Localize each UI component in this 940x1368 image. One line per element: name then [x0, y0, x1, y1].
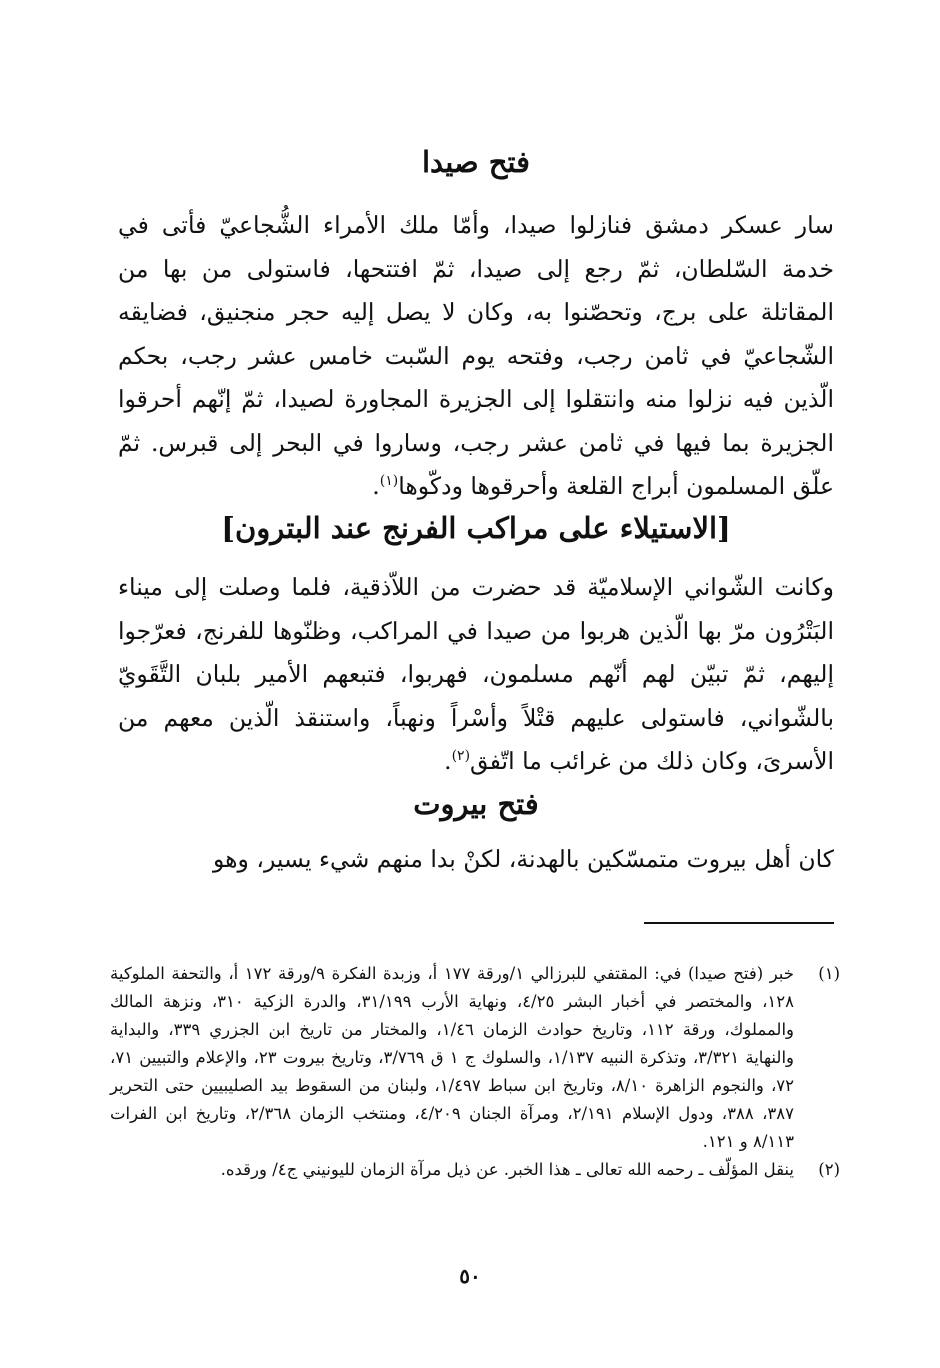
footnote-text: خبر (فتح صيدا) في: المقتفي للبرزالي ١/ورقة ١٧٧ أ، وزبدة الفكرة ٩/ورقة ١٧٢ أ، والتحفة الملوكية ١٢٨، والمختصر في أخبار البشر ٤/٢٥، ونهاية الأرب ٣١/١٩٩، والدرة الزكية ٣١٠، ونزهة المالك والمملوك، ورقة ١١٢، وتاريخ حوادث الزمان ١/٤٦، والمختار من تاريخ ابن الجزري ٣٣٩، والبداية والنهاية ٣/٣٢١، وتذكرة النبيه ١/١٣٧، والسلوك ج ١ ق ٣/٧٦٩، وتاريخ بيروت ٢٣، والإعلام والتبيين ٧١، ٧٢، والنجوم الزاهرة ٨/١٠، وتاريخ ابن سباط ١/٤٩٧، ولبنان من السقوط بيد الصليبيين حتى التحرير ٣٨٧، ٣٨٨، ودول الإسلام ٢/١٩١، ومرآة الجنان ٤/٢٠٩، ومنتخب الزمان ٢/٣٦٨، وتاريخ ابن الفرات ٨/١١٣ و ١٢١. — [110, 964, 795, 1151]
footnotes — [110, 960, 840, 1184]
paragraph-batroun — [118, 566, 834, 784]
paragraph-text: سار عسكر دمشق فنازلوا صيدا، وأمّا ملك الأمراء الشُّجاعيّ فأتى في خدمة السّلطان، ثمّ رجع إلى صيدا، ثمّ افتتحها، فاستولى من بها من المقاتلة على برج، وتحصّنوا به، وكان لا يصل إليه حجر منجنيق، فضايقه الشّجاعيّ في ثامن رجب، وفتحه يوم السّبت خامس عشر رجب، بحكم الّذين فيه نزلوا منه وانتقلوا إلى الجزيرة المجاورة لصيدا، ثمّ إنّهم أحرقوا الجزيرة بما فيها في ثامن عشر رجب، وساروا في البحر إلى قبرس. ثمّ علّق المسلمون أبراج القلعة وأحرقوها ودكّوها — [118, 211, 834, 500]
paragraph-text: كان أهل بيروت متمسّكين بالهدنة، لكنْ بدا منهم شيء يسير، وهو — [213, 845, 834, 873]
footnote-number: (١) — [818, 964, 840, 983]
paragraph-end-punct: . — [444, 747, 452, 775]
page-number: ٥٠ — [459, 1264, 481, 1288]
section-heading-beirut: فتح بيروت — [413, 787, 539, 821]
section-heading-batroun: [الاستيلاء على مراكب الفرنج عند البترون] — [221, 511, 731, 545]
paragraph-end-punct: . — [372, 472, 380, 500]
footnote-1 — [110, 960, 840, 1156]
footnote-number: (٢) — [818, 1160, 840, 1179]
footnote-text: ينقل المؤلّف ـ رحمه الله تعالى ـ هذا الخبر. عن ذيل مرآة الزمان لليونيني ج٤/ ورقده. — [220, 1160, 794, 1179]
paragraph-sidon — [118, 204, 834, 509]
footnote-ref: (٢) — [451, 748, 471, 765]
paragraph-text: وكانت الشّواني الإسلاميّة قد حضرت من اللاّذقية، فلما وصلت إلى ميناء البَتْرُون مرّ بها الّذين هربوا من صيدا في المراكب، وظنّوها للفرنج، فعرّجوا إليهم، ثمّ تبيّن لهم أنّهم مسلمون، فهربوا، فتبعهم الأمير بلبان التَّقَويّ بالشّواني، فاستولى عليهم قتْلاً وأسْراً ونهباً، واستنقذ الّذين معهم من الأسرىَ، وكان ذلك من غرائب ما اتّفق — [118, 573, 834, 775]
footnote-ref: (١) — [379, 473, 399, 490]
footnote-divider — [644, 922, 834, 924]
paragraph-beirut — [118, 838, 834, 882]
footnote-2 — [110, 1156, 840, 1184]
section-heading-sidon: فتح صيدا — [421, 145, 531, 179]
